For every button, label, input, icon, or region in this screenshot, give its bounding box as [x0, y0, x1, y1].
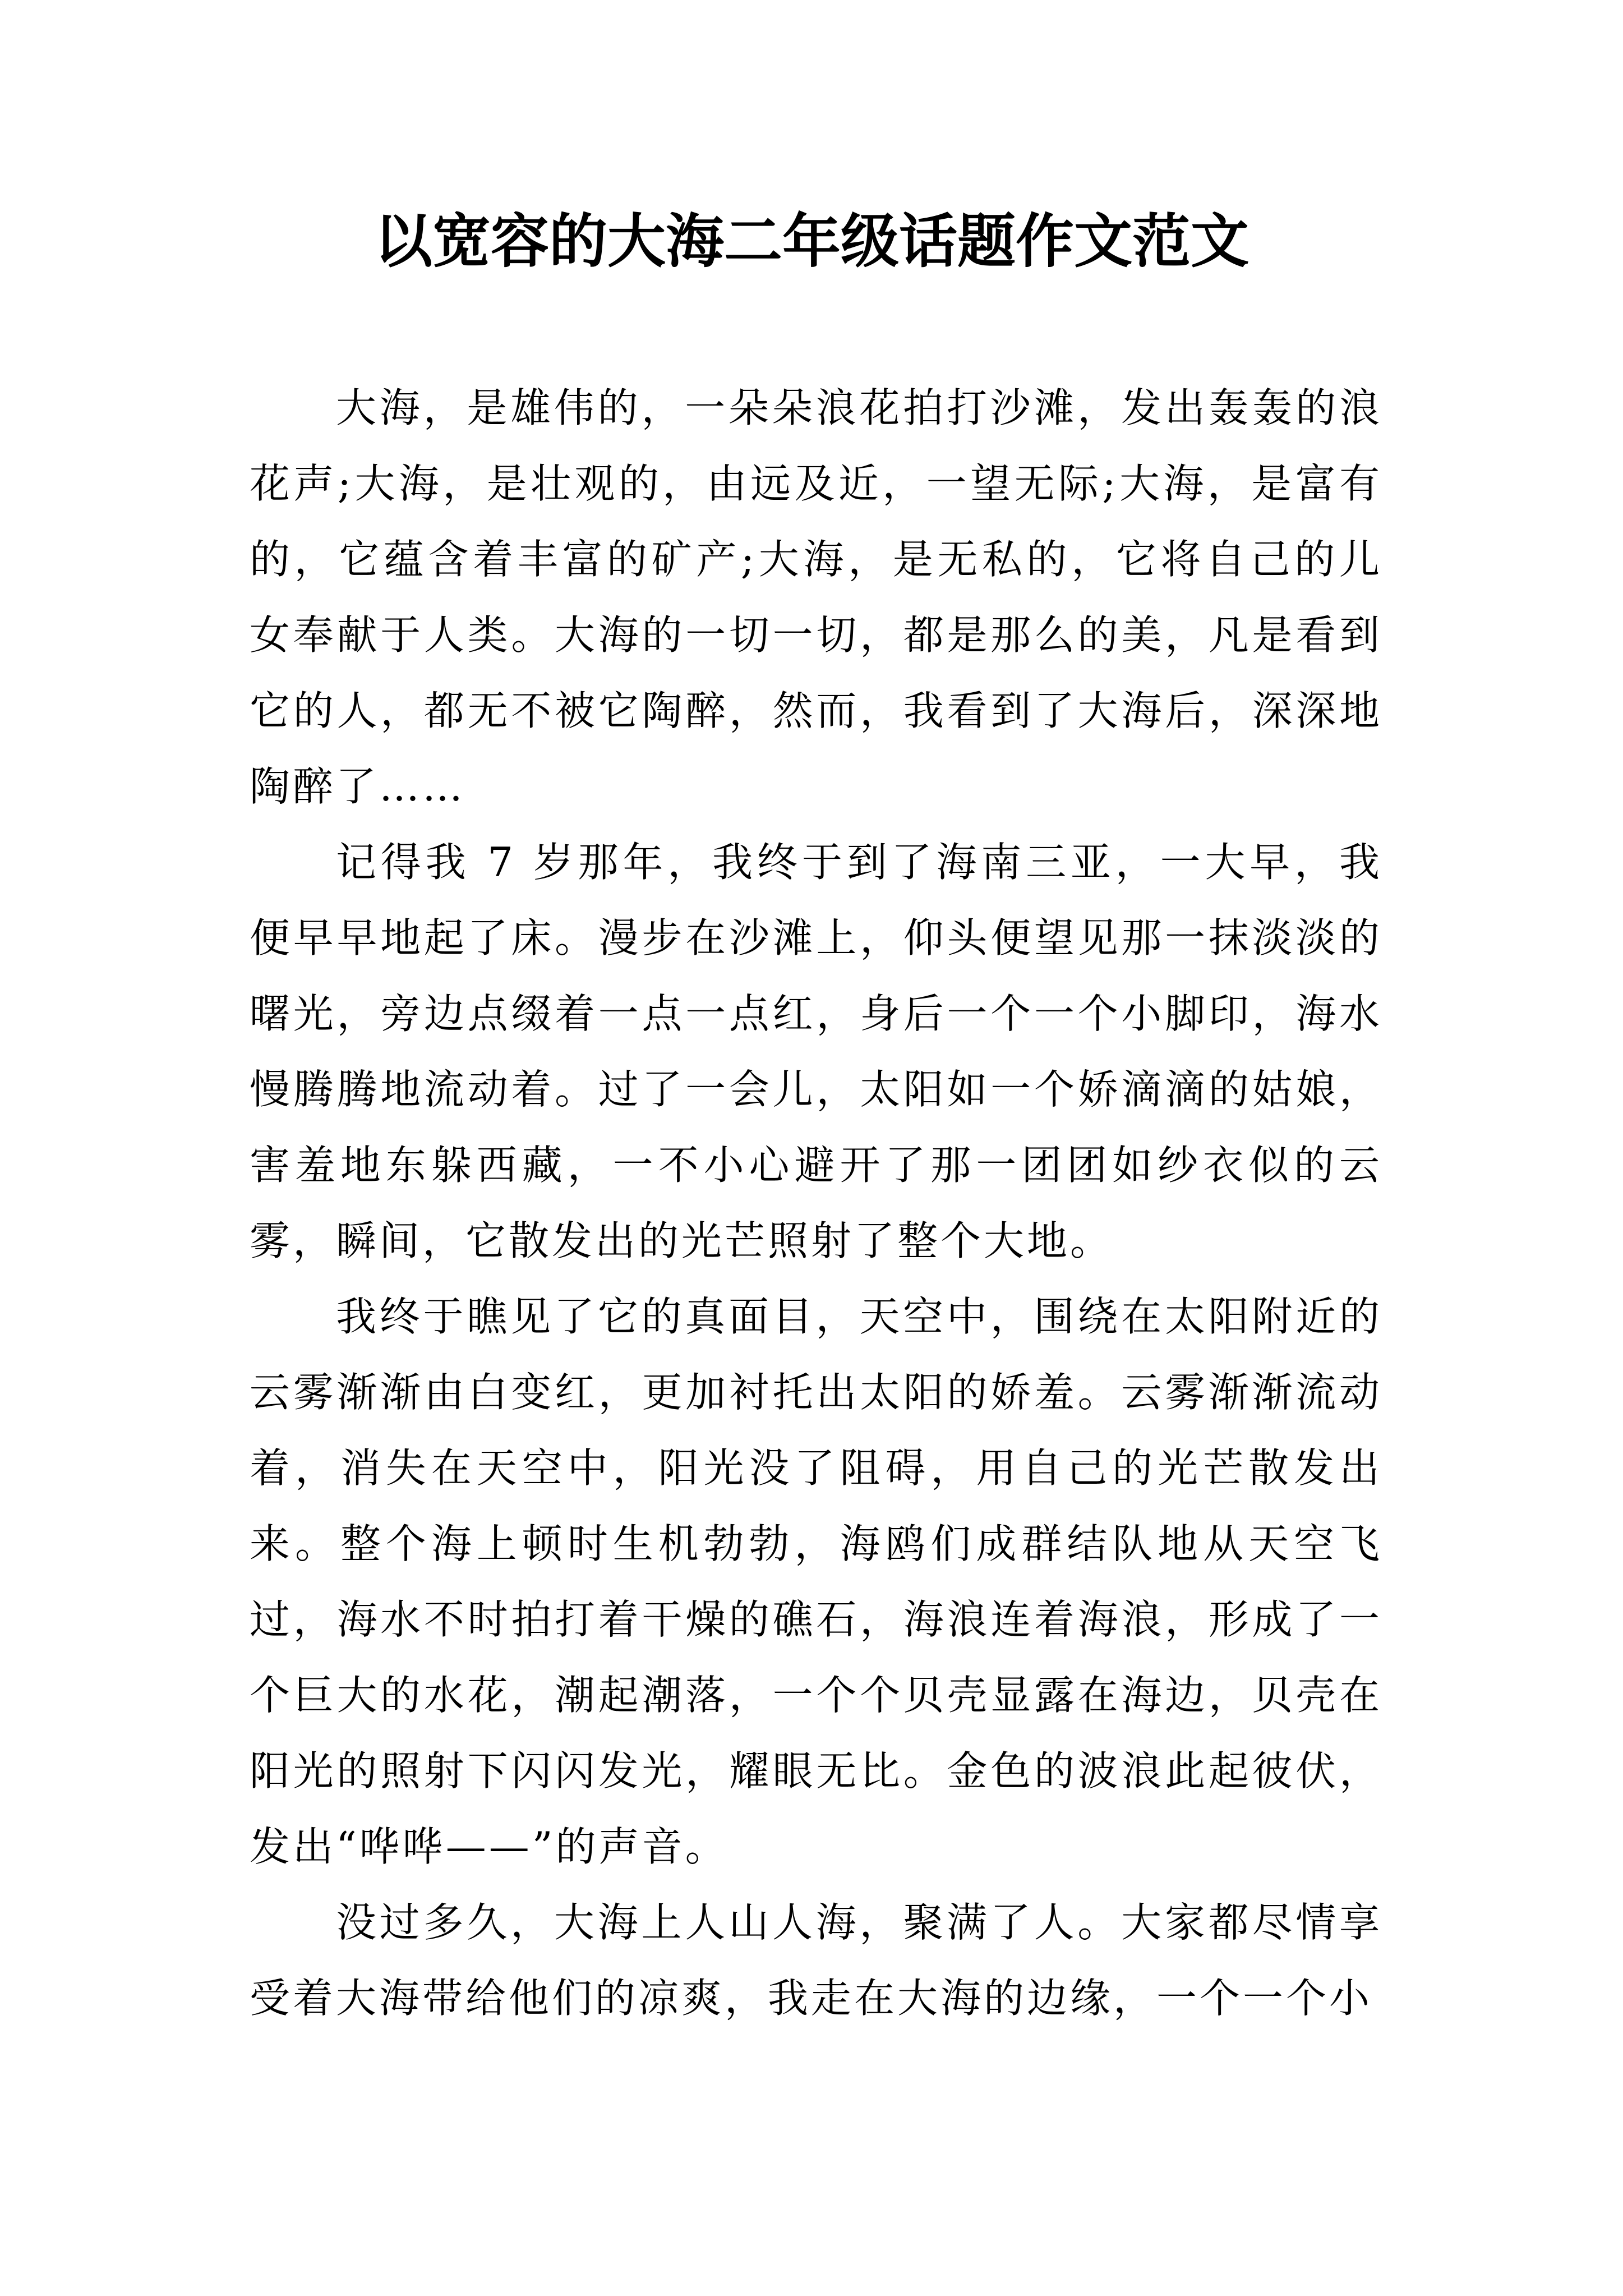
document-body: [250, 370, 1382, 2036]
paragraph-3: 我终于瞧见了它的真面目，天空中，围绕在太阳附近的云雾渐渐由白变红，更加衬托出太阳的娇羞。云雾渐渐流动着，消失在天空中，阳光没了阻碍，用自己的光芒散发出来。整个海上顿时生机勃勃，海鸥们成群结队地从天空飞过，海水不时拍打着干燥的礁石，海浪连着海浪，形成了一个巨大的水花，潮起潮落，一个个贝壳显露在海边，贝壳在阳光的照射下闪闪发光，耀眼无比。金色的波浪此起彼伏，发出“哗哗——”的声音。: [250, 1293, 1382, 1870]
paragraph-1: 大海，是雄伟的，一朵朵浪花拍打沙滩，发出轰轰的浪花声;大海，是壮观的，由远及近，一望无际;大海，是富有的，它蕴含着丰富的矿产;大海，是无私的，它将自己的儿女奉献于人类。大海的一切一切，都是那么的美，凡是看到它的人，都无不被它陶醉，然而，我看到了大海后，深深地陶醉了……: [250, 384, 1382, 810]
document-title: 以宽容的大海二年级话题作文范文: [374, 206, 1249, 275]
paragraph-4: 没过多久，大海上人山人海，聚满了人。大家都尽情享受着大海带给他们的凉爽，我走在大海的边缘，一个一个小: [250, 1899, 1382, 2022]
paragraph-2: 记得我 7 岁那年，我终于到了海南三亚，一大早，我便早早地起了床。漫步在沙滩上，仰头便望见那一抹淡淡的曙光，旁边点缀着一点一点红，身后一个一个小脚印，海水慢腾腾地流动着。过了一会儿，太阳如一个娇滴滴的姑娘，害羞地东躲西藏，一不小心避开了那一团团如纱衣似的云雾，瞬间，它散发出的光芒照射了整个大地。: [250, 839, 1382, 1264]
